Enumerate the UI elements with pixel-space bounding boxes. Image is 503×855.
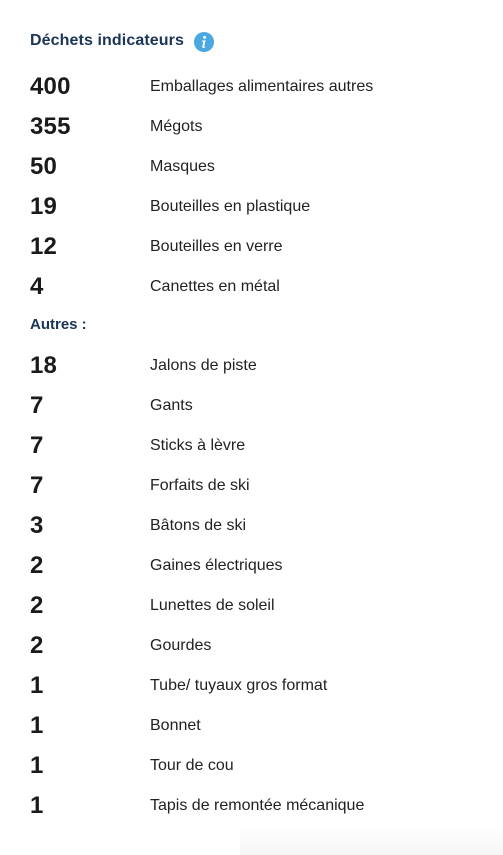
item-label: Gaines électriques [150,557,283,574]
item-count: 7 [30,432,44,459]
item-count: 50 [30,153,58,180]
item-label: Gants [150,397,193,414]
list-item [30,112,202,142]
item-count: 18 [30,352,58,379]
item-label: Bouteilles en verre [150,238,283,255]
item-label: Bouteilles en plastique [150,198,311,215]
panel-header [30,29,214,53]
list-item [30,431,245,461]
item-label: Bonnet [150,717,201,734]
list-item [30,631,211,661]
item-count: 12 [30,233,58,260]
item-count: 1 [30,792,44,819]
list-item [30,511,246,541]
item-label: Jalons de piste [150,357,257,374]
item-label: Tube/ tuyaux gros format [150,677,328,694]
item-count: 400 [30,73,71,100]
item-label: Mégots [150,118,203,135]
others-heading: Autres : [30,316,87,333]
list-item [30,711,201,741]
item-count: 7 [30,392,44,419]
item-label: Bâtons de ski [150,517,247,534]
list-item [30,351,257,381]
bottom-shade [240,825,503,855]
panel-title: Déchets indicateurs [30,32,184,49]
list-item [30,551,283,581]
list-item [30,591,275,621]
item-count: 19 [30,193,58,220]
item-count: 7 [30,472,44,499]
list-item [30,72,373,102]
list-item [30,471,250,501]
list-item [30,751,234,781]
list-item [30,391,193,421]
item-count: 1 [30,752,44,779]
info-icon[interactable] [194,32,214,52]
item-count: 2 [30,552,44,579]
item-count: 1 [30,672,44,699]
list-item [30,671,327,701]
list-item [30,791,364,821]
item-label: Masques [150,158,215,175]
list-item [30,192,310,222]
item-count: 1 [30,712,44,739]
item-count: 2 [30,632,44,659]
item-count: 355 [30,113,71,140]
list-item [30,152,215,182]
list-item [30,232,283,262]
item-label: Lunettes de soleil [150,597,275,614]
item-label: Emballages alimentaires autres [150,78,374,95]
item-label: Tapis de remontée mécanique [150,797,365,814]
item-count: 3 [30,512,44,539]
item-label: Gourdes [150,637,212,654]
item-label: Sticks à lèvre [150,437,246,454]
item-count: 2 [30,592,44,619]
item-label: Forfaits de ski [150,477,250,494]
item-count: 4 [30,273,44,300]
item-label: Tour de cou [150,757,234,774]
list-item [30,272,280,302]
item-label: Canettes en métal [150,278,280,295]
